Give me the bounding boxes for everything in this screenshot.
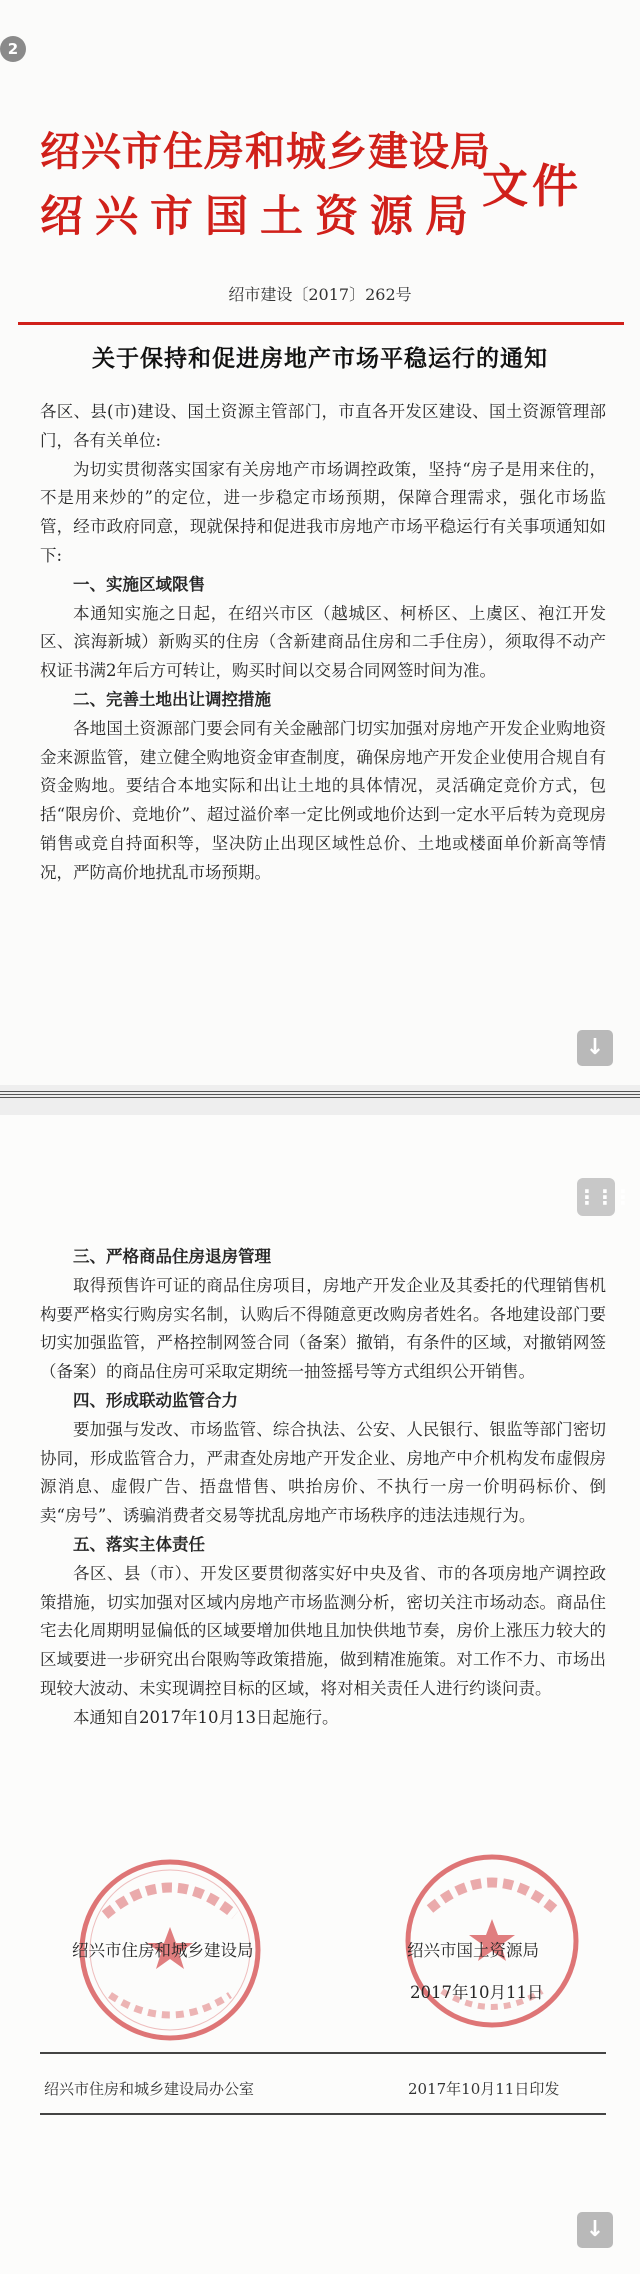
section3-body: 取得预售许可证的商品住房项目，房地产开发企业及其委托的代理销售机构要严格实行购房实名制，认购后不得随意更改购房者姓名。各地建设部门要切实加强监管，严格控制网签合同（备案）撤销，有条件的区域，对撤销网签（备案）的商品住房可采取定期统一抽签摇号等方式组织公开销售。 xyxy=(40,1275,606,1382)
footer-rule-top xyxy=(40,2052,606,2054)
section5-heading: 五、落实主体责任 xyxy=(73,1534,205,1554)
signer-housing-bureau: 绍兴市住房和城乡建设局 xyxy=(72,1941,254,1960)
section2-heading: 二、完善土地出让调控措施 xyxy=(73,689,271,709)
section4-heading: 四、形成联动监管合力 xyxy=(73,1390,238,1410)
signing-date: 2017年10月11日 xyxy=(410,1983,544,2002)
page2-body xyxy=(40,1243,606,1733)
signer-land-bureau: 绍兴市国土资源局 xyxy=(407,1941,539,1960)
issuer-name-housing-bureau: 绍兴市住房和城乡建设局 xyxy=(40,129,491,175)
footer-issuing-office: 绍兴市住房和城乡建设局办公室 xyxy=(44,2080,255,2098)
addressee: 各区、县(市)建设、国土资源主管部门，市直各开发区建设、国土资源管理部门，各有关单位: xyxy=(40,402,606,450)
section2-body: 各地国土资源部门要会同有关金融部门切实加强对房地产开发企业购地资金来源监管，建立健全购地资金审查制度，确保房地产开发企业使用合规自有资金购地。要结合本地实际和出让土地的具体情况，灵活确定竞价方式，包括“限房价、竞地价”、超过溢价率一定比例或地价达到一定水平后转为竞现房销售或竞自持面积等，坚决防止出现区域性总价、土地或楼面单价新高等情况，严防高价地扰乱市场预期。 xyxy=(40,718,606,882)
section1-heading: 一、实施区域限售 xyxy=(73,574,205,594)
page-gap xyxy=(0,1085,640,1115)
document-number: 绍市建设〔2017〕262号 xyxy=(228,285,412,304)
section3-heading: 三、严格商品住房退房管理 xyxy=(73,1247,271,1266)
document-title: 关于保持和促进房地产市场平稳运行的通知 xyxy=(92,345,548,372)
download-icon[interactable]: ↓ xyxy=(577,1030,613,1066)
intro-paragraph: 为切实贯彻落实国家有关房地产市场调控政策，坚持“房子是用来住的，不是用来炒的”的定位，进一步稳定市场预期，保障合理需求，强化市场监管，经市政府同意，现就保持和促进我市房地产市场平稳运行有关事项通知如下: xyxy=(40,459,606,565)
file-label: 文件 xyxy=(482,159,582,213)
section4-body: 要加强与发改、市场监管、综合执法、公安、人民银行、银监等部门密切协同，形成监管合力，严肃查处房地产开发企业、房地产中介机构发布虚假房源消息、虚假广告、捂盘惜售、哄抬房价、不执行一房一价明码标价、倒卖“房号”、诱骗消费者交易等扰乱房地产市场秩序的违法违规行为。 xyxy=(40,1419,606,1526)
page-number-badge: 2 xyxy=(0,36,26,62)
effective-date-statement: 本通知自2017年10月13日起施行。 xyxy=(73,1707,339,1727)
document-page-2 xyxy=(0,1115,640,2274)
footer-print-date: 2017年10月11日印发 xyxy=(408,2080,560,2098)
grid-menu-icon[interactable]: ⋮⋮⋮ xyxy=(577,1178,615,1216)
download-icon[interactable]: ↓ xyxy=(577,2212,613,2248)
section1-body: 本通知实施之日起，在绍兴市区（越城区、柯桥区、上虞区、袍江开发区、滨海新城）新购买的住房（含新建商品住房和二手住房），须取得不动产权证书满2年后方可转让，购买时间以交易合同网签时间为准。 xyxy=(40,603,606,681)
footer-rule-bottom xyxy=(40,2113,606,2115)
red-separator-line xyxy=(18,322,624,325)
section5-body: 各区、县（市）、开发区要贯彻落实好中央及省、市的各项房地产调控政策措施，切实加强对区域内房地产市场监测分析，密切关注市场动态。商品住宅去化周期明显偏低的区域要增加供地且加快供地节奏，房价上涨压力较大的区域要进一步研究出台限购等政策措施，做到精准施策。对工作不力、市场出现较大波动、未实现调控目标的区域，将对相关责任人进行约谈问责。 xyxy=(40,1563,606,1698)
document-page-1 xyxy=(0,0,640,1085)
issuer-name-land-bureau: 绍兴市国土资源局 xyxy=(40,192,480,242)
page1-body xyxy=(40,398,606,888)
